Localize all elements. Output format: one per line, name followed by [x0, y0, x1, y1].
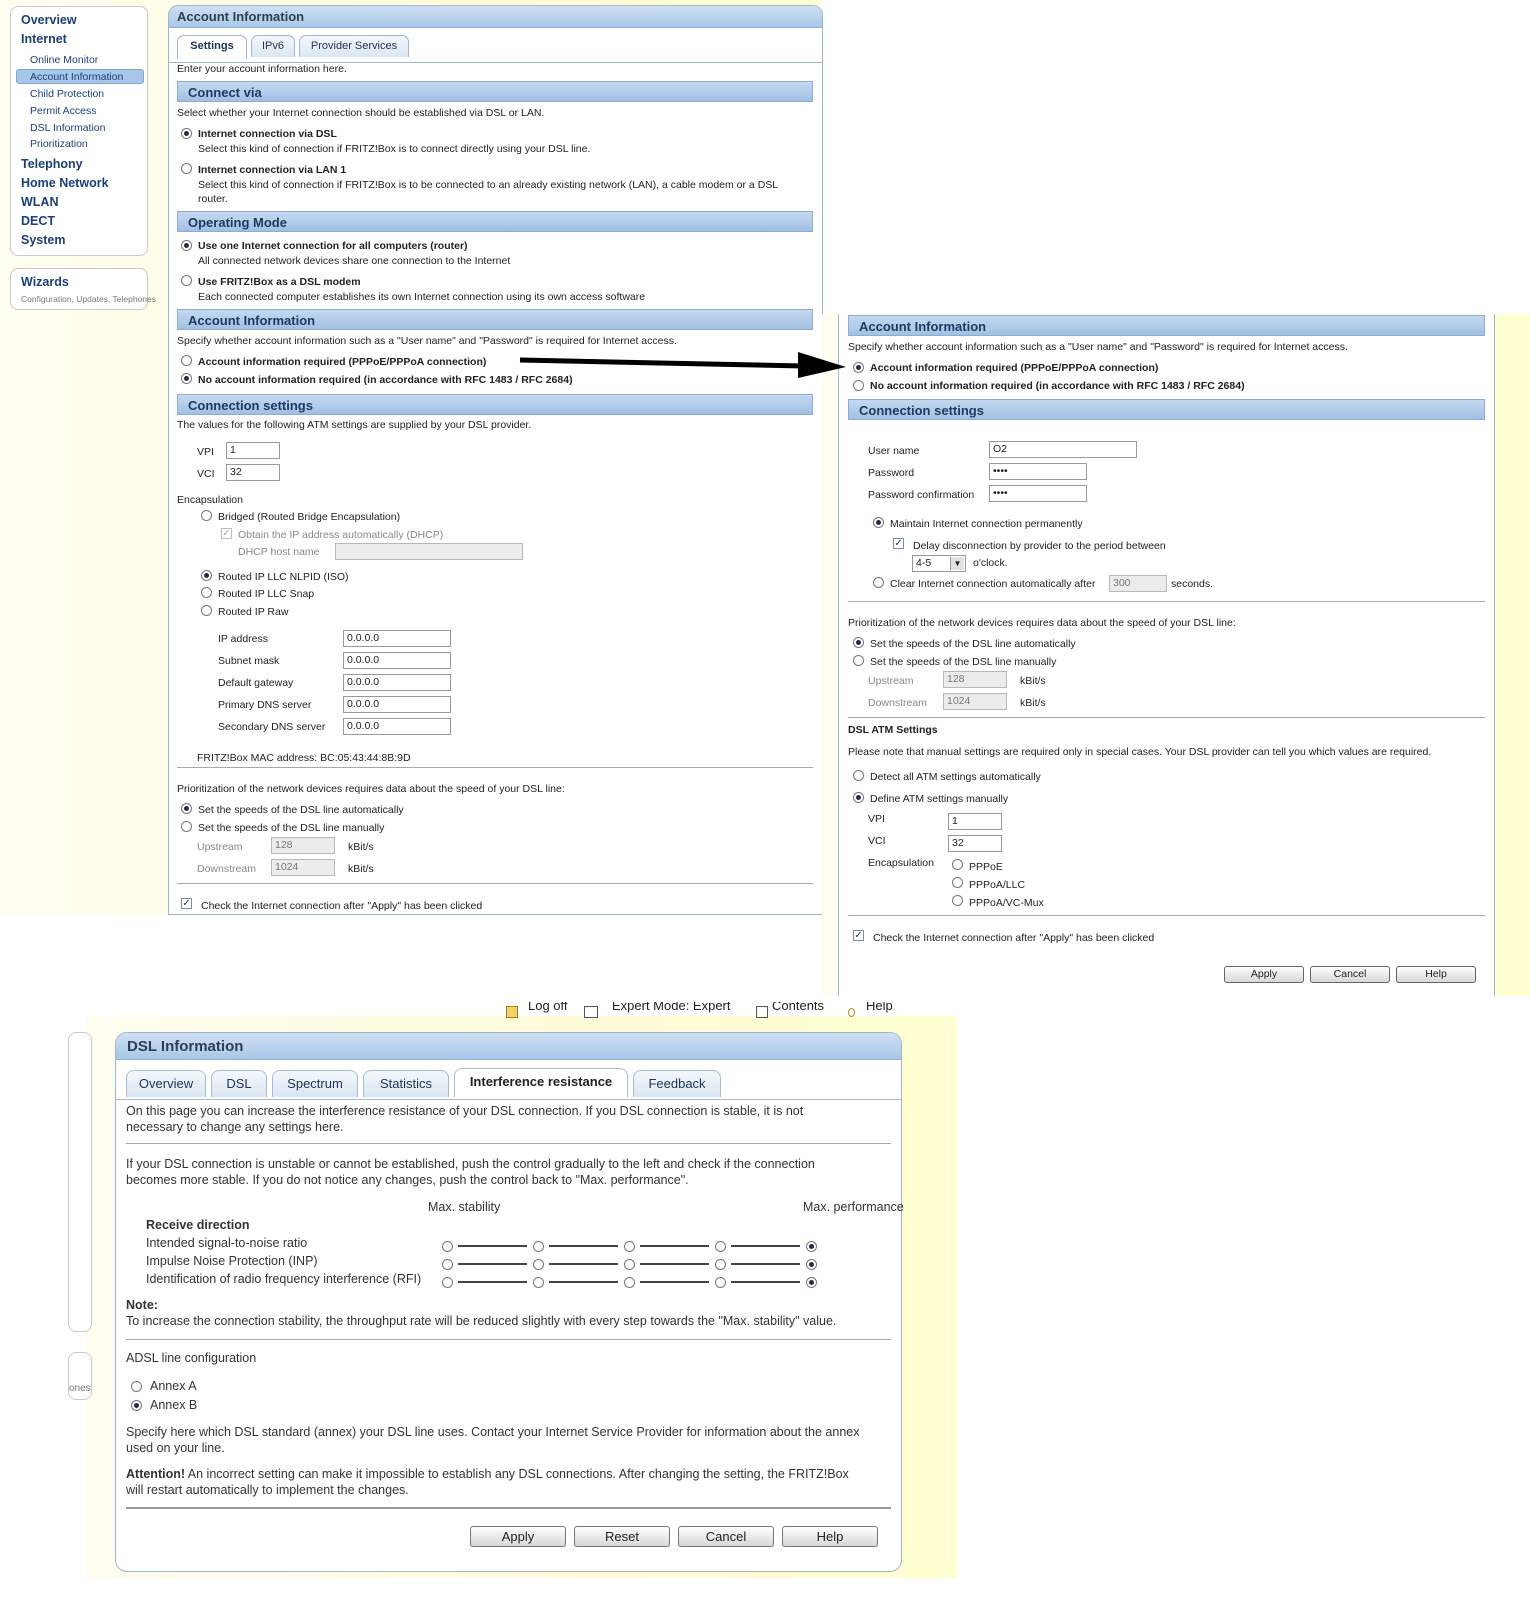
check-connection-label: Check the Internet connection after "Apply" has been clicked — [201, 900, 483, 912]
radio-maintain-connection[interactable] — [873, 517, 884, 528]
tab-overview[interactable]: Overview — [126, 1070, 206, 1097]
nav-item-wlan[interactable]: WLAN — [21, 195, 59, 209]
vci-input[interactable]: 32 — [226, 464, 280, 481]
pppoe-label: PPPoE — [969, 861, 1003, 873]
clear-connection-label: Clear Internet connection automatically after — [890, 578, 1096, 590]
wizards-fragment-text: ones — [69, 1383, 91, 1394]
radio-connect-lan[interactable] — [181, 163, 192, 174]
slider-track — [458, 1245, 527, 1247]
right-downstream-input[interactable]: 1024 — [943, 693, 1007, 710]
radio-account-required[interactable] — [181, 355, 192, 366]
radio-routed-raw[interactable] — [201, 605, 212, 616]
expert-mode-link[interactable]: Expert Mode: Expert — [612, 1002, 731, 1013]
right-downstream-label: Downstream — [868, 697, 927, 709]
slider-step-radio[interactable] — [715, 1277, 726, 1288]
dhcp-host-label: DHCP host name — [238, 546, 320, 558]
top-bar — [500, 1002, 920, 1018]
annex-b-label: Annex B — [150, 1398, 198, 1412]
delay-period-select[interactable] — [912, 555, 966, 572]
primary-dns-input[interactable]: 0.0.0.0 — [343, 696, 451, 713]
maintain-connection-label: Maintain Internet connection permanently — [890, 518, 1083, 530]
connect-via-desc: Select whether your Internet connection should be established via DSL or LAN. — [177, 107, 545, 119]
ip-address-label: IP address — [218, 633, 269, 645]
section-operating-mode: Operating Mode — [177, 211, 813, 232]
vci-label: VCI — [197, 468, 215, 480]
oclock-label: o'clock. — [973, 557, 1008, 569]
seconds-label: seconds. — [1171, 578, 1214, 590]
contents-icon[interactable] — [756, 1006, 768, 1018]
password-confirm-input[interactable]: •••• — [989, 485, 1087, 502]
slider-step-radio[interactable] — [624, 1259, 635, 1270]
apply-button[interactable]: Apply — [1224, 966, 1304, 983]
ip-address-input[interactable]: 0.0.0.0 — [343, 630, 451, 647]
radio-speed-manual[interactable] — [181, 821, 192, 832]
right-radio-account-required[interactable] — [853, 362, 864, 373]
nav-fragment — [68, 1032, 92, 1332]
checkbox-obtain-ip[interactable]: ✓ — [222, 528, 231, 539]
divider — [126, 1143, 891, 1144]
arrow-annotation — [518, 344, 848, 384]
slider-step-radio[interactable] — [806, 1259, 817, 1270]
nav-item-telephony[interactable]: Telephony — [21, 157, 83, 171]
radio-bridged[interactable] — [201, 510, 212, 521]
username-input[interactable]: O2 — [989, 441, 1137, 458]
mac-address: FRITZ!Box MAC address: BC:05:43:44:8B:9D — [197, 752, 411, 764]
slider-step-radio[interactable] — [715, 1259, 726, 1270]
nav-item-system[interactable]: System — [21, 233, 66, 247]
primary-dns-label: Primary DNS server — [218, 699, 312, 711]
slider-step-radio[interactable] — [806, 1277, 817, 1288]
modem-mode-desc: Each connected computer establishes its own Internet connection using its own access software — [198, 291, 646, 303]
username-label: User name — [868, 445, 920, 457]
slider-step-radio[interactable] — [533, 1241, 544, 1252]
right-upstream-label: Upstream — [868, 675, 914, 687]
section-account-information: Account Information — [177, 309, 813, 330]
router-mode-label: Use one Internet connection for all computers (router) — [198, 240, 468, 252]
divider — [848, 717, 1485, 718]
radio-router-mode[interactable] — [181, 240, 192, 251]
dsl-help-button[interactable]: Help — [782, 1526, 878, 1547]
checkbox-check-connection[interactable]: ✓ — [182, 898, 191, 909]
right-vci-label: VCI — [868, 835, 886, 847]
no-account-label: No account information required (in accordance with RFC 1483 / RFC 2684) — [198, 374, 573, 386]
nav-item-dsl-information[interactable]: DSL Information — [30, 122, 106, 134]
divider — [126, 1507, 891, 1509]
tab-statistics[interactable]: Statistics — [363, 1070, 449, 1097]
max-performance-label: Max. performance — [803, 1200, 904, 1214]
connect-dsl-desc: Select this kind of connection if FRITZ!Box is to connect directly using your DSL line. — [198, 143, 591, 155]
nav-item-internet[interactable]: Internet — [21, 32, 67, 46]
radio-routed-nlpid[interactable] — [201, 570, 212, 581]
clear-after-input[interactable]: 300 — [1109, 575, 1167, 592]
right-speed-auto-label: Set the speeds of the DSL line automatically — [870, 638, 1076, 650]
dhcp-host-input[interactable] — [335, 543, 523, 560]
account-info-panel — [168, 5, 823, 915]
right-upstream-input[interactable]: 128 — [943, 671, 1007, 688]
slider-track — [640, 1281, 709, 1283]
routed-raw-label: Routed IP Raw — [218, 606, 289, 618]
help-button[interactable]: Help — [1396, 966, 1476, 983]
secondary-dns-input[interactable]: 0.0.0.0 — [343, 718, 451, 735]
modem-mode-label: Use FRITZ!Box as a DSL modem — [198, 276, 361, 288]
nav-item-online-monitor[interactable]: Online Monitor — [30, 54, 99, 66]
wizards-box[interactable] — [10, 268, 156, 310]
nav-item-prioritization[interactable]: Prioritization — [30, 138, 88, 150]
slider-step-radio[interactable] — [533, 1277, 544, 1288]
gateway-label: Default gateway — [218, 677, 294, 689]
main-navigation — [10, 6, 148, 256]
log-off-link[interactable]: Log off — [528, 1002, 568, 1013]
slider-step-radio[interactable] — [624, 1241, 635, 1252]
subnet-mask-label: Subnet mask — [218, 655, 280, 667]
right-radio-speed-manual[interactable] — [853, 655, 864, 666]
atm-settings-desc: Please note that manual settings are required only in special cases. Your DSL provider can tell you which values are required. — [848, 746, 1432, 758]
downstream-input[interactable]: 1024 — [271, 859, 335, 876]
lock-icon[interactable] — [506, 1006, 518, 1018]
receive-direction-heading: Receive direction — [146, 1218, 250, 1232]
radio-routed-snap[interactable] — [201, 587, 212, 598]
annex-a-label: Annex A — [150, 1379, 197, 1393]
contents-link[interactable]: Contents — [772, 1002, 825, 1013]
slider-track — [731, 1245, 800, 1247]
dsl-intro-line1: On this page you can increase the interference resistance of your DSL connection. If you DSL connection is stable, it is not — [126, 1104, 804, 1118]
upstream-label: Upstream — [197, 841, 243, 853]
radio-pppoa-vcmux[interactable] — [952, 895, 963, 906]
right-section-connection-settings: Connection settings — [848, 399, 1485, 420]
dsl-intro-line2: necessary to change any settings here. — [126, 1120, 344, 1134]
dsl-apply-button[interactable]: Apply — [470, 1526, 566, 1547]
divider — [848, 915, 1485, 916]
right-radio-no-account[interactable] — [853, 380, 864, 391]
slider-step-radio[interactable] — [806, 1241, 817, 1252]
nav-item-dect[interactable]: DECT — [21, 214, 56, 228]
password-label: Password — [868, 467, 915, 479]
subnet-mask-input[interactable]: 0.0.0.0 — [343, 652, 451, 669]
wizards-fragment — [68, 1352, 92, 1400]
slider-track — [458, 1263, 527, 1265]
secondary-dns-label: Secondary DNS server — [218, 721, 326, 733]
dsl-cancel-button[interactable]: Cancel — [678, 1526, 774, 1547]
vpi-input[interactable]: 1 — [226, 442, 280, 459]
adsl-config-heading: ADSL line configuration — [126, 1351, 257, 1365]
right-radio-speed-auto[interactable] — [853, 637, 864, 648]
tab-provider-services[interactable]: Provider Services — [299, 35, 409, 57]
divider — [177, 767, 813, 768]
divider — [177, 883, 813, 884]
radio-connect-dsl[interactable] — [181, 128, 192, 139]
nav-item-permit-access[interactable]: Permit Access — [30, 105, 97, 117]
divider — [126, 1339, 891, 1340]
wizards-title[interactable]: Wizards — [21, 275, 69, 289]
inp-label: Impulse Noise Protection (INP) — [146, 1254, 318, 1268]
password-confirm-label: Password confirmation — [868, 489, 975, 501]
atm-auto-label: Detect all ATM settings automatically — [870, 771, 1041, 783]
right-account-desc: Specify whether account information such as a "User name" and "Password" is required for Internet access. — [848, 341, 1348, 353]
nav-item-account-information[interactable]: Account Information — [30, 71, 124, 83]
nav-item-home-network[interactable]: Home Network — [21, 176, 109, 190]
nav-item-overview[interactable]: Overview — [21, 13, 77, 27]
dsl-tab-strip-line — [116, 1099, 901, 1100]
right-vpi-input[interactable]: 1 — [948, 813, 1002, 830]
dsl-para-line1: If your DSL connection is unstable or cannot be established, push the control gradually to the left and check if the connection — [126, 1157, 815, 1171]
right-encapsulation-label: Encapsulation — [868, 857, 934, 869]
tab-ipv6[interactable]: IPv6 — [251, 35, 295, 57]
password-input[interactable]: •••• — [989, 463, 1087, 480]
connect-lan-desc: Select this kind of connection if FRITZ!Box is to be connected to an already existing network (LAN), a cable modem or a DSL — [198, 179, 779, 191]
radio-no-account[interactable] — [181, 373, 192, 384]
speed-auto-label: Set the speeds of the DSL line automatically — [198, 804, 404, 816]
atm-settings-heading: DSL ATM Settings — [848, 724, 938, 736]
vpi-label: VPI — [197, 446, 214, 458]
max-stability-label: Max. stability — [428, 1200, 501, 1214]
radio-clear-connection[interactable] — [873, 577, 884, 588]
note-text: To increase the connection stability, the throughput rate will be reduced slightly with every step towards the "Max. stability" value. — [126, 1314, 837, 1328]
attention-text: An incorrect setting can make it impossible to establish any DSL connections. After changing the setting, the FRITZ!Box — [185, 1467, 849, 1481]
wizards-subtitle: Configuration, Updates, Telephones — [21, 294, 156, 304]
radio-pppoe[interactable] — [952, 859, 963, 870]
radio-pppoa-llc[interactable] — [952, 877, 963, 888]
intro-text: Enter your account information here. — [177, 63, 347, 75]
annex-desc-line1: Specify here which DSL standard (annex) your DSL line uses. Contact your Internet Service Provider for information about the annex — [126, 1425, 860, 1439]
dsl-panel-title: DSL Information — [116, 1033, 901, 1060]
panel-title: Account Information — [169, 6, 822, 28]
right-vpi-label: VPI — [868, 813, 885, 825]
radio-speed-auto[interactable] — [181, 803, 192, 814]
slider-step-radio[interactable] — [442, 1277, 453, 1288]
right-downstream-unit: kBit/s — [1020, 697, 1046, 709]
downstream-unit: kBit/s — [348, 863, 374, 875]
slider-track — [549, 1263, 618, 1265]
routed-snap-label: Routed IP LLC Snap — [218, 588, 315, 600]
tab-spectrum[interactable]: Spectrum — [272, 1070, 358, 1097]
connect-lan-desc-2: router. — [198, 193, 228, 205]
slider-track — [549, 1281, 618, 1283]
dsl-reset-button[interactable]: Reset — [574, 1526, 670, 1547]
radio-annex-a[interactable] — [131, 1381, 142, 1392]
help-icon[interactable] — [848, 1008, 855, 1017]
radio-annex-b[interactable] — [131, 1400, 142, 1411]
section-connection-settings: Connection settings — [177, 394, 813, 415]
section-connect-via: Connect via — [177, 81, 813, 102]
upstream-input[interactable]: 128 — [271, 837, 335, 854]
downstream-label: Downstream — [197, 863, 256, 875]
radio-modem-mode[interactable] — [181, 275, 192, 286]
checkbox-delay-disconnection[interactable]: ✓ — [894, 538, 903, 549]
obtain-ip-label: Obtain the IP address automatically (DHCP) — [238, 529, 444, 541]
right-upstream-unit: kBit/s — [1020, 675, 1046, 687]
upstream-unit: kBit/s — [348, 841, 374, 853]
router-mode-desc: All connected network devices share one connection to the Internet — [198, 255, 511, 267]
rfi-label: Identification of radio frequency interference (RFI) — [146, 1272, 422, 1286]
slider-track — [640, 1245, 709, 1247]
account-info-desc: Specify whether account information such as a "User name" and "Password" is required for Internet access. — [177, 335, 677, 347]
slider-track — [731, 1281, 800, 1283]
tab-interference-resistance[interactable]: Interference resistance — [454, 1068, 628, 1097]
slider-step-radio[interactable] — [624, 1277, 635, 1288]
bridged-label: Bridged (Routed Bridge Encapsulation) — [218, 511, 401, 523]
slider-track — [640, 1263, 709, 1265]
expert-mode-icon[interactable] — [584, 1006, 598, 1018]
attention-label: Attention! — [126, 1467, 186, 1481]
atm-manual-label: Define ATM settings manually — [870, 793, 1009, 805]
divider — [848, 601, 1485, 602]
note-title: Note: — [126, 1298, 158, 1312]
routed-nlpid-label: Routed IP LLC NLPID (ISO) — [218, 571, 349, 583]
snr-label: Intended signal-to-noise ratio — [146, 1236, 308, 1250]
attention-line2: will restart automatically to implement the changes. — [126, 1483, 409, 1497]
tab-feedback[interactable]: Feedback — [633, 1070, 721, 1097]
delay-period-value: 4-5 — [916, 557, 932, 569]
annex-desc-line2: used on your line. — [126, 1441, 225, 1455]
help-link[interactable]: Help — [866, 1002, 893, 1013]
right-prio-desc: Prioritization of the network devices requires data about the speed of your DSL line: — [848, 617, 1236, 629]
tab-settings[interactable]: Settings — [177, 35, 247, 59]
right-checkbox-check-connection[interactable]: ✓ — [854, 930, 863, 941]
slider-step-radio[interactable] — [715, 1241, 726, 1252]
dsl-para-line2: becomes more stable. If you do not notice any changes, push the control back to "Max. performance". — [126, 1173, 689, 1187]
cancel-button[interactable]: Cancel — [1310, 966, 1390, 983]
right-vci-input[interactable]: 32 — [948, 835, 1002, 852]
right-account-required-label: Account information required (PPPoE/PPPoA connection) — [870, 362, 1159, 374]
connection-settings-desc: The values for the following ATM settings are supplied by your DSL provider. — [177, 419, 532, 431]
pppoa-llc-label: PPPoA/LLC — [969, 879, 1026, 891]
gateway-input[interactable]: 0.0.0.0 — [343, 674, 451, 691]
tab-dsl[interactable]: DSL — [211, 1070, 267, 1097]
connect-dsl-label: Internet connection via DSL — [198, 128, 337, 140]
slider-track — [458, 1281, 527, 1283]
slider-step-radio[interactable] — [442, 1259, 453, 1270]
slider-track — [731, 1263, 800, 1265]
radio-atm-manual[interactable] — [853, 792, 864, 803]
right-check-connection-label: Check the Internet connection after "Apply" has been clicked — [873, 932, 1155, 944]
pppoa-vcmux-label: PPPoA/VC-Mux — [969, 897, 1044, 909]
slider-track — [549, 1245, 618, 1247]
encapsulation-label: Encapsulation — [177, 494, 243, 506]
attention-line1 — [126, 1467, 849, 1481]
right-no-account-label: No account information required (in accordance with RFC 1483 / RFC 2684) — [870, 380, 1245, 392]
speed-manual-label: Set the speeds of the DSL line manually — [198, 822, 385, 834]
account-required-label: Account information required (PPPoE/PPPoA connection) — [198, 356, 487, 368]
prioritization-desc: Prioritization of the network devices requires data about the speed of your DSL line: — [177, 783, 565, 795]
radio-atm-auto[interactable] — [853, 770, 864, 781]
nav-item-child-protection[interactable]: Child Protection — [30, 88, 105, 100]
right-speed-manual-label: Set the speeds of the DSL line manually — [870, 656, 1057, 668]
slider-step-radio[interactable] — [442, 1241, 453, 1252]
chevron-down-icon[interactable]: ▼ — [950, 557, 964, 570]
delay-disconnection-label: Delay disconnection by provider to the period between — [913, 540, 1166, 552]
slider-step-radio[interactable] — [533, 1259, 544, 1270]
connect-lan-label: Internet connection via LAN 1 — [198, 164, 347, 176]
right-section-account-information: Account Information — [848, 315, 1485, 336]
